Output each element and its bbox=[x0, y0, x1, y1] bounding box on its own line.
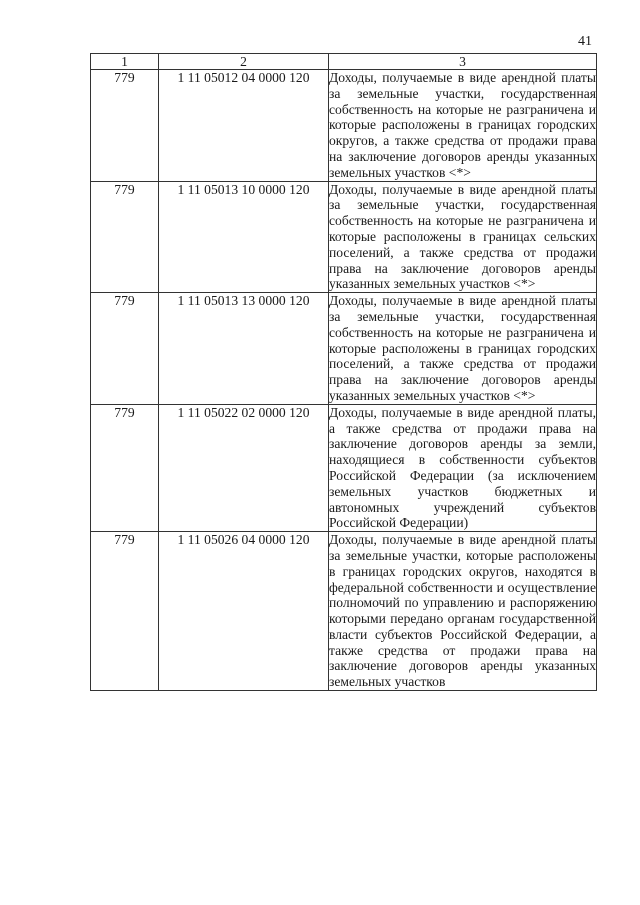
description-cell: Доходы, получаемые в виде арендной платы, а также средства от продажи права на заключение договоров аренды за земли, находящиеся в собственности субъектов Российской Федерации (за исключением земельных участков бюджетных и автономных учреждений субъектов Российской Федерации) bbox=[329, 404, 596, 531]
admin-code-cell: 779 bbox=[91, 70, 159, 182]
revenue-code-cell: 1 11 05012 04 0000 120 bbox=[159, 70, 329, 182]
column-header-3: 3 bbox=[329, 54, 597, 70]
column-header-1: 1 bbox=[91, 54, 159, 70]
admin-code-cell: 779 bbox=[91, 404, 159, 531]
table-row bbox=[91, 404, 597, 531]
revenue-code-cell: 1 11 05013 13 0000 120 bbox=[159, 293, 329, 405]
description-cell: Доходы, получаемые в виде арендной платы за земельные участки, государственная собственность на которые не разграничена и которые расположены в границах сельских поселений, а также средства от продажи права на заключение договоров аренды указанных земельных участков <*> bbox=[329, 181, 596, 292]
table-row bbox=[91, 70, 597, 182]
revenue-code-cell: 1 11 05022 02 0000 120 bbox=[159, 404, 329, 531]
page-number: 41 bbox=[578, 34, 592, 49]
admin-code-cell: 779 bbox=[91, 293, 159, 405]
column-header-2: 2 bbox=[159, 54, 329, 70]
description-cell: Доходы, получаемые в виде арендной платы за земельные участки, государственная собственность на которые не разграничена и которые расположены в границах городских поселений, а также средства от продажи права на заключение договоров аренды указанных земельных участков <*> bbox=[329, 293, 596, 403]
table-row bbox=[91, 293, 597, 405]
admin-code-cell: 779 bbox=[91, 532, 159, 691]
revenue-code-cell: 1 11 05013 10 0000 120 bbox=[159, 181, 329, 293]
revenue-code-cell: 1 11 05026 04 0000 120 bbox=[159, 532, 329, 691]
revenue-codes-table bbox=[90, 53, 597, 691]
table-header-row bbox=[91, 54, 597, 70]
description-cell: Доходы, получаемые в виде арендной платы за земельные участки, которые расположены в границах городских округов, находятся в федеральной собственности и осуществление полномочий по управлению и распоряжению которыми передано органам государственной власти субъектов Российской Федерации, а также средства от продажи права на заключение договоров аренды указанных земельных участков bbox=[329, 532, 596, 690]
admin-code-cell: 779 bbox=[91, 181, 159, 293]
description-cell: Доходы, получаемые в виде арендной платы за земельные участки, государственная собственность на которые не разграничена и которые расположены в границах городских округов, а также средства от продажи права на заключение договоров аренды указанных земельных участков <*> bbox=[329, 70, 596, 180]
table-row bbox=[91, 181, 597, 293]
table-row bbox=[91, 532, 597, 691]
